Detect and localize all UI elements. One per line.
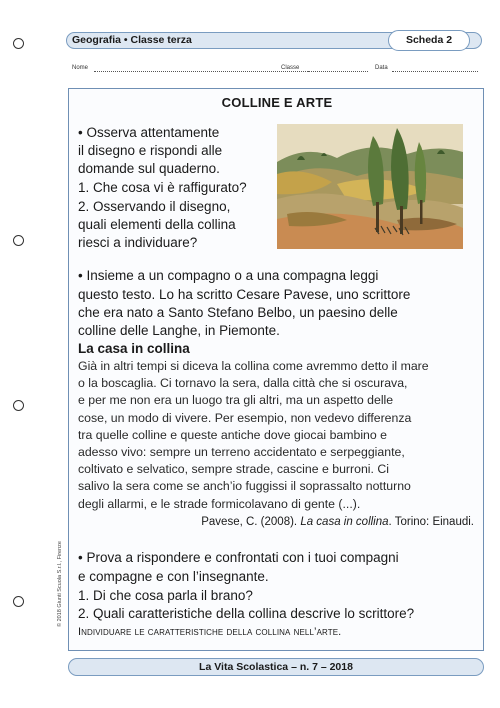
reading-line: o la boscaglia. Ci tornavo la sera, dalla città che si oscurava, — [78, 376, 408, 390]
exercise1-question-2: 2. Osservando il disegno, — [78, 199, 231, 214]
reading-line: adesso vivo: sempre un terreno accidentato e serpeggiante, — [78, 445, 405, 459]
page-title: COLLINE E ARTE — [221, 95, 333, 110]
reading-line: tra quelle colline e queste antiche dove giocai bambino e — [78, 428, 387, 442]
exercise1-question-1: 1. Che cosa vi è raffigurato? — [78, 180, 247, 195]
name-field[interactable] — [94, 71, 314, 72]
exercise3-line: e compagne e con l’insegnante. — [78, 569, 269, 584]
reading-title: La casa in collina — [78, 341, 190, 356]
reading-line: Già in altri tempi si diceva la collina come avremmo detto il mare — [78, 359, 429, 373]
reading-line: coltivato e selvatico, sempre strade, cascine e burroni. Ci — [78, 462, 389, 476]
exercise1-line: • Osserva attentamente — [78, 125, 220, 140]
exercise2-line: questo testo. Lo ha scritto Cesare Pavese, uno scrittore — [78, 287, 411, 302]
exercise3-line: • Prova a rispondere e confrontati con i tuoi compagni — [78, 550, 399, 565]
exercise1-question-2: quali elementi della collina — [78, 217, 236, 232]
footer-publication: La Vita Scolastica – n. 7 – 2018 — [68, 658, 484, 676]
subject-label: Geografia • Classe terza — [72, 34, 192, 46]
reading-line: e per me non era un luogo tra gli altri, ma un aspetto delle — [78, 393, 394, 407]
reading-line: degli allarmi, e le strade formicolavano di gente (...). — [78, 497, 361, 511]
exercise1-line: domande sul quaderno. — [78, 161, 220, 176]
binder-hole — [13, 235, 24, 246]
copyright-notice: © 2018 Giunti Scuola S.r.l., Firenze — [57, 541, 63, 627]
class-field[interactable] — [308, 71, 368, 72]
exercise2-line: • Insieme a un compagno o a una compagna leggi — [78, 268, 379, 283]
exercise2-line: colline delle Langhe, in Piemonte. — [78, 323, 280, 338]
sheet-number: Scheda 2 — [388, 30, 470, 51]
teacher-hint: Individuare le caratteristiche della collina nell’arte. — [78, 626, 342, 638]
exercise1-question-2: riesci a individuare? — [78, 235, 198, 250]
date-field[interactable] — [392, 71, 478, 72]
date-label: Data — [375, 65, 388, 71]
reading-line: cose, un modo di vivere. Per esempio, non vedevo differenza — [78, 411, 412, 425]
exercise3-question-1: 1. Di che cosa parla il brano? — [78, 588, 253, 603]
exercise3-question-2: 2. Quali caratteristiche della collina descrive lo scrittore? — [78, 606, 415, 621]
binder-hole — [13, 400, 24, 411]
binder-hole — [13, 596, 24, 607]
class-label: Classe — [281, 65, 300, 71]
citation: Pavese, C. (2008). La casa in collina. Torino: Einaudi. — [201, 516, 474, 528]
student-info-row — [70, 65, 480, 77]
exercise1-line: il disegno e rispondi alle — [78, 143, 223, 158]
hills-painting-image — [277, 124, 463, 249]
name-label: Nome — [72, 65, 89, 71]
binder-hole — [13, 38, 24, 49]
exercise2-line: che era nato a Santo Stefano Belbo, un paesino delle — [78, 305, 398, 320]
reading-line: salivo la sera come se anch’io fuggissi il soprassalto notturno — [78, 479, 411, 493]
